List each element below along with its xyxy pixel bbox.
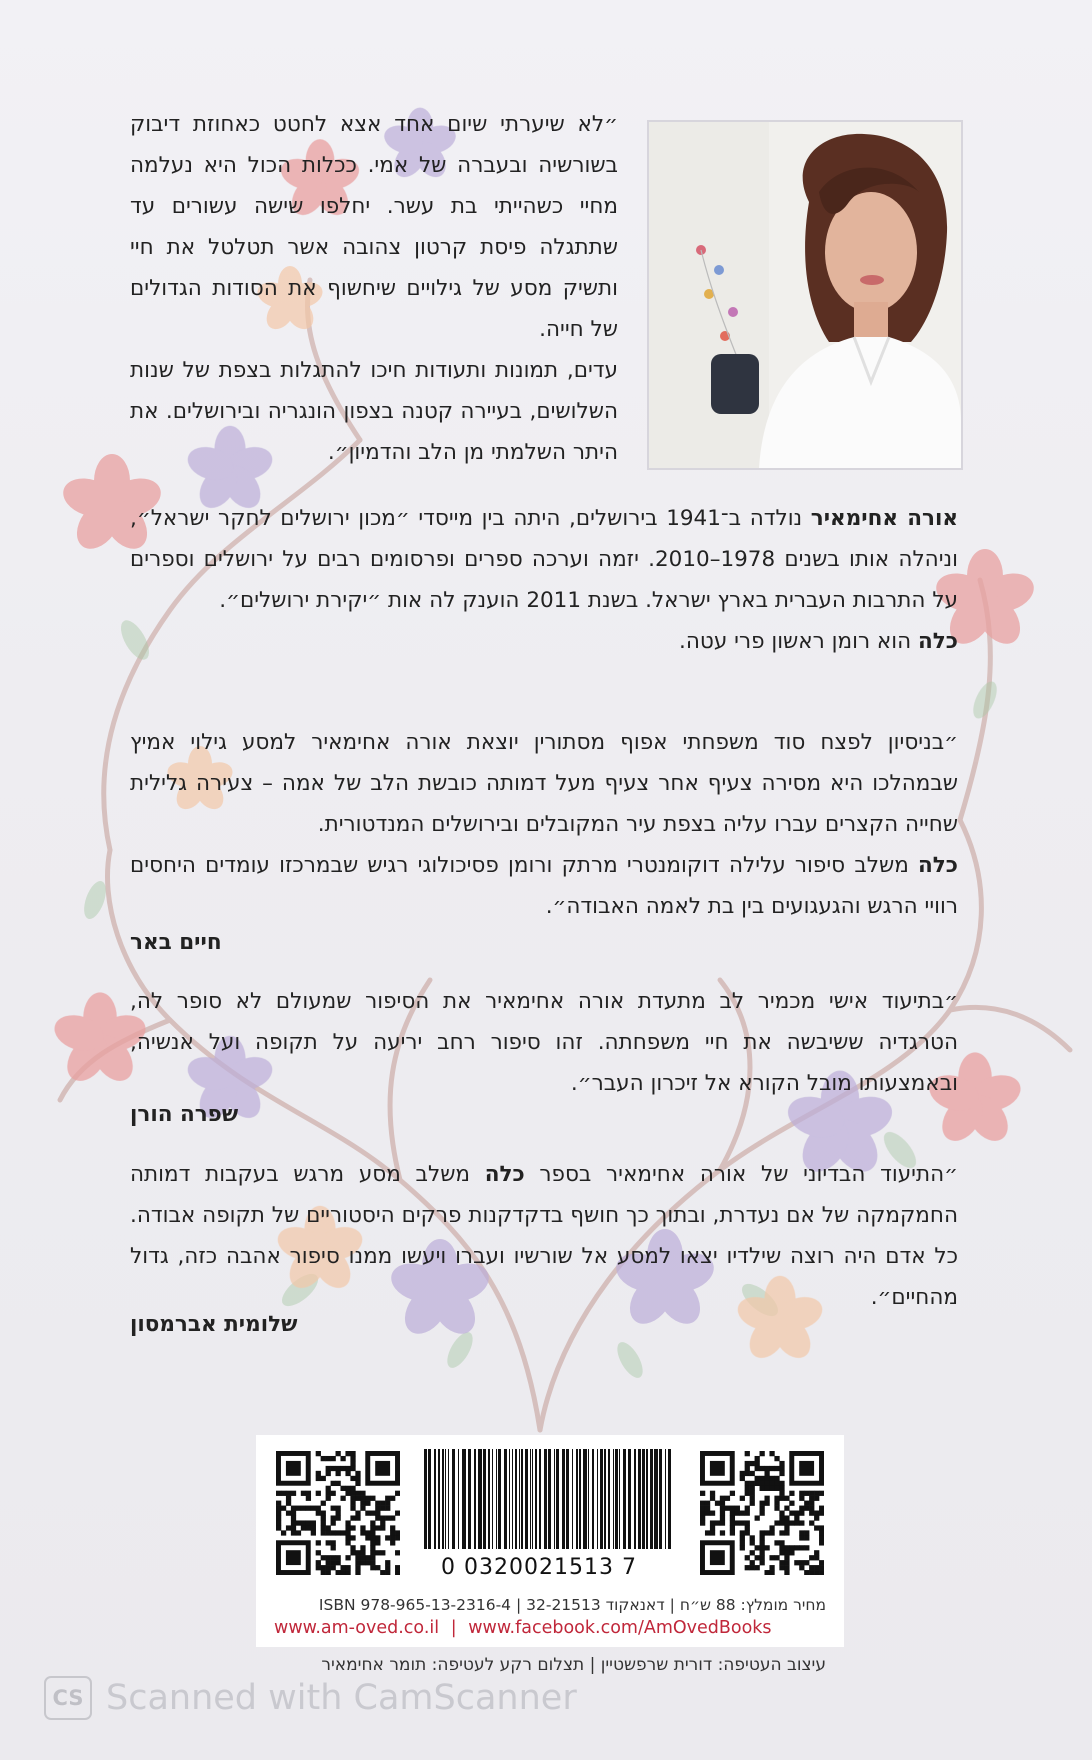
url-separator: | bbox=[450, 1618, 457, 1638]
publisher-urls bbox=[274, 1618, 826, 1638]
barcode-digits: 0 0320021513 7 bbox=[441, 1555, 637, 1580]
book-title: כלה bbox=[918, 629, 958, 654]
review-2-text: ״בתיעוד אישי מכמיר לב מתעדת אורה אחימאיר את הסיפור שמעולם לא סופר לה, הטרגדיה ששיבשה את חיי משפחתה. זהו סיפור רחב יריעה על תקופה ועל אנשיה, ובאמצעותו מובל הקורא אל זיכרון העבר״. bbox=[130, 989, 958, 1096]
qr-code-right-icon[interactable] bbox=[700, 1451, 824, 1575]
review-3-book-title: כלה bbox=[484, 1162, 525, 1187]
author-bio bbox=[130, 498, 958, 662]
author-photo bbox=[647, 120, 963, 470]
review-3 bbox=[130, 1154, 958, 1318]
review-3-text-start: ״התיעוד הבדיוני של אורה אחימאיר בספר bbox=[524, 1162, 959, 1187]
opening-quote-text-2: עדים, תמונות ותעודות חיכו להתגלות בצפת של שנות השלושים, בעיירה קטנה בצפון הונגריה ובירושלים. את היתר השלמתי מן הלב והדמיון״. bbox=[130, 358, 618, 465]
camscanner-logo-icon: CS bbox=[44, 1676, 92, 1720]
review-1-book-title: כלה bbox=[918, 853, 958, 878]
ean-barcode-icon bbox=[420, 1449, 680, 1555]
cover-credits: עיצוב העטיפה: דורית שרפשטיין | תצלום רקע לעטיפה: תומר אחימאיר bbox=[321, 1655, 826, 1675]
review-2 bbox=[130, 981, 958, 1104]
review-1-author: חיים באר bbox=[130, 930, 222, 955]
author-bio-text: נולדה ב־1941 בירושלים, היתה בין מייסדי ״מכון ירושלים לחקר ישראל״, וניהלה אותו בשנים 1978–2010. יזמה וערכה ספרים ופרסומים רבים על ירושלים וספרים על התרבות העברית בארץ ישראל. בשנת 2011 הוענק לה אות ״יקירת ירושלים״. bbox=[130, 506, 958, 613]
review-2-author: שפרה הורן bbox=[130, 1102, 239, 1127]
camscanner-watermark-text: Scanned with CamScanner bbox=[106, 1678, 577, 1718]
opening-quote-text: ״לא שיערתי שיום אחד אצא לחטט כאחוזת דיבוק בשורשיה ובעברה של אמי. ככלות הכול היא נעלמה מחיי כשהייתי בת עשר. יחלפו שישה עשורים עד שתתגלה פיסת קרטון צהובה אשר תטלטל את חיי ותשיק מסע של גילויים שיחשוף את הסודות הגדולים של חייה. bbox=[130, 112, 618, 342]
publisher-facebook-link[interactable]: www.facebook.com/AmOvedBooks bbox=[468, 1618, 772, 1638]
review-3-text-end: משלב מסע מרגש בעקבות דמותה החמקמקה של אם נעדרת, ובתוך כך חושף בדקדקנות פרקים היסטוריים של תקופה אבודה. כל אדם היה רוצה שילדיו יצאו למסע אל שורשיו ועברו ויעשו ממנו סיפור אהבה כזה, גדול מהחיים״. bbox=[130, 1162, 958, 1310]
review-1-text-2: משלב סיפור עלילה דוקומנטרי מרתק ורומן פסיכולוגי רגיש שבמרכזו עומדים היחסים רוויי הרגש והגעגועים בין בת לאמה האבודה״. bbox=[130, 853, 958, 919]
scanner-watermark bbox=[44, 1676, 604, 1720]
qr-code-left-icon[interactable] bbox=[276, 1451, 400, 1575]
review-1 bbox=[130, 722, 958, 927]
review-1-text: ״בניסיון לפצח סוד משפחתי אפוף מסתורין יוצאת אורה אחימאיר למסע גילוי אמיץ שבמהלכו היא מסירה צעיף אחר צעיף מעל דמותה כובשת הלב של אמה – צעירה גלילית שחייה הקצרים עברו עליה בצפת עיר המקובלים ובירושלים המנדטורית. bbox=[130, 730, 958, 837]
barcode-panel bbox=[256, 1435, 844, 1647]
isbn-price-line: מחיר מומלץ: 88 ש״ח | דאנאקוד 32-21513 | ISBN 978-965-13-2316-4 bbox=[318, 1596, 826, 1614]
review-3-author: שלומית אברמסון bbox=[130, 1312, 298, 1337]
book-first-novel-line: הוא רומן ראשון פרי עטה. bbox=[679, 629, 919, 654]
publisher-website-link[interactable]: www.am-oved.co.il bbox=[274, 1618, 440, 1638]
author-portrait-illustration bbox=[649, 122, 961, 468]
author-name: אורה אחימאיר bbox=[810, 506, 958, 531]
opening-quote bbox=[130, 104, 618, 473]
